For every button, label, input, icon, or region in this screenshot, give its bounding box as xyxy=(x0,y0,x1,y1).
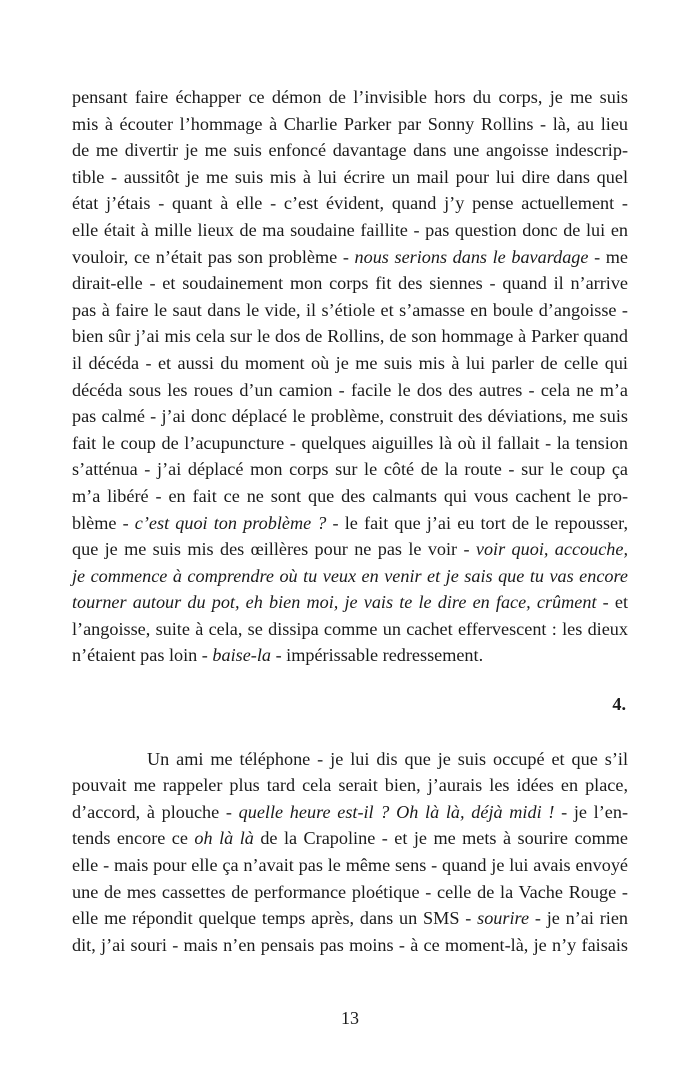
text-segment: fait le coup de l’acupuncture - quelques aiguilles là où il fallait - la tension xyxy=(72,432,628,453)
text-segment: que je me suis mis des œillères pour ne pas le voir - xyxy=(72,539,476,560)
text-segment: - impérissable redressement. xyxy=(271,645,484,666)
text-line xyxy=(72,642,628,669)
italic-text: baise-la xyxy=(212,645,272,666)
text-segment: l’angoisse, suite à cela, se dissipa comme un cachet effervescent : les dieux xyxy=(72,618,628,639)
text-segment: pas calmé - j’ai donc déplacé le problème, construit des déviations, me suis xyxy=(72,406,628,427)
text-segment: tends encore ce xyxy=(72,828,195,849)
text-segment: - et xyxy=(596,592,629,613)
text-line xyxy=(72,563,628,590)
text-line xyxy=(72,772,628,799)
text-line xyxy=(72,164,628,191)
paragraph-1 xyxy=(72,84,628,669)
text-line xyxy=(72,616,628,643)
text-segment: n’étaient pas loin - xyxy=(72,645,213,666)
text-line xyxy=(72,217,628,244)
text-segment: une de mes cassettes de performance ploétique - celle de la Vache Rouge - xyxy=(72,881,628,902)
text-line xyxy=(72,350,628,377)
page-number: 13 xyxy=(341,1008,359,1029)
italic-text: sourire xyxy=(477,908,530,929)
text-line xyxy=(72,430,628,457)
italic-text: oh là là xyxy=(194,828,254,849)
text-segment: dit, j’ai souri - mais n’en pensais pas moins - à ce moment-là, je n’y faisais xyxy=(72,934,628,955)
text-segment: pas à faire le saut dans le vide, il s’étiole et s’amasse en boule d’angoisse - xyxy=(72,299,628,320)
text-segment: - je l’en- xyxy=(554,801,629,822)
text-line xyxy=(72,510,628,537)
text-segment: m’a libéré - en fait ce ne sont que des calmants qui vous cachent le pro- xyxy=(72,485,628,506)
text-line xyxy=(72,589,628,616)
text-segment: tible - aussitôt je me suis mis à lui écrire un mail pour lui dire dans quel xyxy=(72,166,628,187)
text-segment: état j’étais - quant à elle - c’est évident, quand j’y pense actuellement - xyxy=(72,193,628,214)
text-segment: vouloir, ce n’était pas son problème - xyxy=(72,246,355,267)
text-line xyxy=(72,323,628,350)
text-line xyxy=(72,456,628,483)
text-line xyxy=(72,297,628,324)
text-line xyxy=(72,932,628,959)
italic-text: quelle heure est-il ? Oh là là, déjà midi ! xyxy=(238,801,555,822)
text-segment: - je n’ai rien xyxy=(529,908,628,929)
text-segment: - le fait que j’ai eu tort de le repousser, xyxy=(326,512,629,533)
text-line xyxy=(72,825,628,852)
text-segment: il décéda - et aussi du moment où je me suis mis à lui parler de celle qui xyxy=(72,352,628,373)
text-segment: pouvait me rappeler plus tard cela serait bien, j’aurais les idées en place, xyxy=(72,775,628,796)
section-number: 4. xyxy=(612,694,626,715)
text-segment: elle était à mille lieux de ma soudaine faillite - pas question donc de lui en xyxy=(72,219,628,240)
text-line xyxy=(72,84,628,111)
text-segment: s’atténua - j’ai déplacé mon corps sur le côté de la route - sur le coup ça xyxy=(72,459,628,480)
text-segment: de me divertir je me suis enfoncé davantage dans une angoisse indescrip- xyxy=(72,140,628,161)
text-line xyxy=(72,852,628,879)
text-segment: Un ami me téléphone - je lui dis que je suis occupé et que s’il xyxy=(147,748,628,769)
text-segment: pensant faire échapper ce démon de l’invisible hors du corps, je me suis xyxy=(72,87,628,107)
text-segment: blème - xyxy=(72,512,135,533)
text-segment: elle - mais pour elle ça n’avait pas le même sens - quand je lui avais envoyé xyxy=(72,855,628,876)
text-line xyxy=(72,190,628,217)
italic-text: c’est quoi ton problème ? xyxy=(134,512,327,533)
paragraph-2 xyxy=(72,746,628,959)
text-line xyxy=(72,137,628,164)
text-segment: elle me répondit quelque temps après, dans un SMS - xyxy=(72,908,478,929)
text-segment: dirait-elle - et soudainement mon corps fit des siennes - quand il n’arrive xyxy=(72,273,628,294)
text-line xyxy=(72,799,628,826)
text-segment: - me xyxy=(588,246,628,267)
text-line xyxy=(72,483,628,510)
text-line xyxy=(72,111,628,138)
text-line xyxy=(72,270,628,297)
text-line xyxy=(72,746,628,773)
text-line xyxy=(72,536,628,563)
italic-text: voir quoi, accouche, xyxy=(475,539,628,560)
text-segment: mis à écouter l’hommage à Charlie Parker par Sonny Rollins - là, au lieu xyxy=(72,113,628,134)
text-line xyxy=(72,879,628,906)
text-line xyxy=(72,377,628,404)
text-line xyxy=(72,403,628,430)
italic-text: nous serions dans le bavardage xyxy=(354,246,589,267)
text-line xyxy=(72,905,628,932)
text-segment: décéda sous les roues d’un camion - facile le dos des autres - cela ne m’a xyxy=(72,379,628,400)
italic-text: tourner autour du pot, eh bien moi, je vais te le dire en face, crûment xyxy=(72,592,597,613)
italic-text: je commence à comprendre où tu veux en venir et je sais que tu vas encore xyxy=(72,565,628,586)
text-segment: bien sûr j’ai mis cela sur le dos de Rollins, de son hommage à Parker quand xyxy=(72,326,628,347)
text-segment: d’accord, à plouche - xyxy=(72,801,239,822)
text-segment: de la Crapoline - et je me mets à sourire comme xyxy=(253,828,629,849)
text-line xyxy=(72,244,628,271)
